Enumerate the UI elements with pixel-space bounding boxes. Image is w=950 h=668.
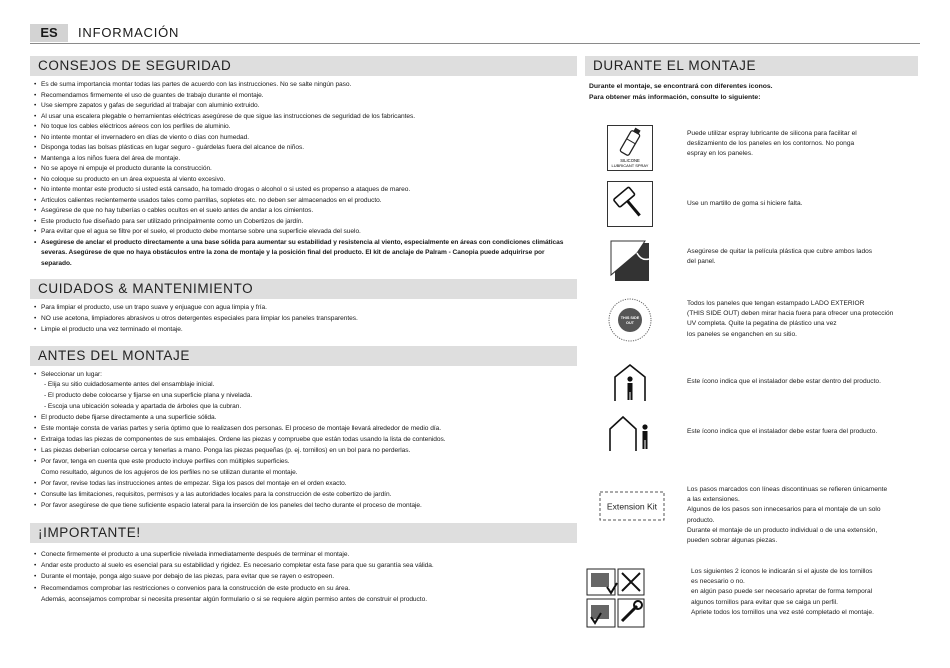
legend-text: Use un martillo de goma si hiciere falta. bbox=[687, 200, 803, 207]
list-continuation: Como resultado, algunos de los agujeros de los perfiles no se utilizan durante el montaje. bbox=[41, 469, 298, 477]
tighten-check-icon bbox=[587, 569, 617, 595]
list-item: • Extraiga todas las piezas de componentes de sus embalajes. Ordene las piezas y compruebe que están todas usando la lista de contenidos. bbox=[34, 436, 446, 444]
list-subitem: - El producto debe colocarse y fijarse en una superficie plana y nivelada. bbox=[44, 392, 253, 400]
section-care bbox=[30, 279, 577, 339]
safety-list bbox=[30, 76, 577, 272]
list-item: • Por favor, revise todas las instrucciones antes de empezar. Siga los pasos del montaje en el orden exacto. bbox=[34, 480, 347, 488]
list-item: • Disponga todas las bolsas plásticas en lugar seguro - guárdelas fuera del alcance de niños. bbox=[34, 144, 305, 151]
spray-icon-label2: LUBRICANT SPRAY bbox=[611, 163, 649, 168]
list-item: • No toque los cables eléctricos aéreos con los perfiles de aluminio. bbox=[34, 123, 231, 130]
list-item: • Limpie el producto una vez terminado el montaje. bbox=[34, 325, 183, 333]
page-header bbox=[30, 22, 920, 44]
list-item-anchor-warning: • Asegúrese de anclar el producto directamente a una base sólida para aumentar su estabilidad y resistencia al viento, especialmente en áreas con condiciones climáticas severas. Asegúrese de que no haya obstáculos entre la zona de montaje y la posición final del producto. El kit de anclaje de Palram - Canopia puede adquirirse por separado. bbox=[34, 238, 564, 267]
screw-icons-group bbox=[585, 565, 647, 629]
list-subitem: - Elija su sitio cuidadosamente antes del ensamblaje inicial. bbox=[44, 381, 215, 389]
intro-line: Para obtener más información, consulte lo siguiente: bbox=[589, 93, 761, 101]
installer-inside-icon bbox=[607, 359, 653, 405]
list-item: • No coloque su producto en un área expuesta al viento excesivo. bbox=[34, 175, 226, 183]
legend-text: Todos los paneles que tengan estampado LADO EXTERIOR (THIS SIDE OUT) deben mirar hacia fuera para ofrecer una protección UV completa. Quite la pegatina de plástico una vez los paneles se enganchen en su sitio. bbox=[687, 300, 894, 338]
list-item: • El producto debe fijarse directamente a una superficie sólida. bbox=[34, 414, 217, 422]
list-item: • Consulte las limitaciones, requisitos, permisos y a las autoridades locales para la construcción de este cobertizo de jardín. bbox=[34, 491, 392, 499]
legend-text: Asegúrese de quitar la película plástica que cubre ambos lados del panel. bbox=[687, 248, 873, 266]
list-item: • Para evitar que el agua se filtre por el suelo, el producto debe montarse sobre una superficie elevada del suelo. bbox=[34, 228, 361, 235]
silicone-spray-icon bbox=[607, 125, 653, 171]
section-title: ANTES DEL MONTAJE bbox=[30, 346, 577, 366]
list-item: • No intente montar este producto si usted está cansado, ha tomado drogas o alcohol o si usted es propenso a ataques de mareo. bbox=[34, 186, 411, 193]
list-item: • Seleccionar un lugar: bbox=[34, 370, 102, 378]
spray-icon-label1: SILICONE bbox=[620, 158, 640, 163]
icon-legend bbox=[585, 103, 918, 623]
legend-text: Este ícono indica que el instalador debe estar fuera del producto. bbox=[687, 428, 878, 435]
left-column bbox=[30, 56, 577, 608]
right-column bbox=[585, 56, 918, 623]
list-item: • Las piezas deberían colocarse cerca y tenerlas a mano. Ponga las piezas pequeñas (p. ej. tornillos) en un bol para no perderlas. bbox=[34, 447, 411, 455]
list-item: • Para limpiar el producto, use un trapo suave y enjuague con agua limpia y fría. bbox=[34, 304, 267, 311]
list-item: • Asegúrese de que no hay tuberías o cables ocultos en el suelo antes de andar a los cimientos. bbox=[34, 207, 314, 214]
list-item: • Este producto fue diseñado para ser utilizado principalmente como un Cobertizos de jardín. bbox=[34, 217, 304, 225]
extension-kit-label: Extension Kit bbox=[606, 501, 658, 512]
no-tighten-icon bbox=[618, 569, 644, 595]
this-side-out-icon bbox=[607, 297, 653, 343]
wrench-icon bbox=[618, 599, 644, 627]
list-item: • Durante el montaje, ponga algo suave por debajo de las piezas, para evitar que se rayen o estropeen. bbox=[34, 573, 335, 581]
list-item: • Recomendamos comprobar las restricciones o convenios para la construcción de este producto en su área. bbox=[34, 584, 351, 592]
list-item: • Por favor asegúrese de que tiene suficiente espacio lateral para la inserción de los paneles del techo durante el proceso de montaje. bbox=[34, 501, 422, 509]
list-item: • Use siempre zapatos y gafas de seguridad al trabajar con aluminio extruido. bbox=[34, 102, 260, 109]
extension-kit-icon bbox=[599, 491, 665, 521]
language-badge: ES bbox=[30, 24, 68, 42]
list-continuation: Además, aconsejamos comprobar si necesita presentar algún formulario o si se requiere algún permiso antes de construir el producto. bbox=[41, 595, 427, 603]
important-list bbox=[30, 543, 577, 608]
list-item: • Artículos calientes recientemente usados tales como parrillas, sopletes etc. no deben ser almacenados en el producto. bbox=[34, 196, 382, 204]
page-title: INFORMACIÓN bbox=[78, 25, 180, 40]
list-item: • Andar este producto al suelo es esencial para su estabilidad y rigidez. Es necesario completar esta fase para que su garantía sea válida. bbox=[34, 562, 434, 570]
legend-text: Los siguientes 2 íconos le indicarán si el ajuste de los tornillos es necesario o no. en algún paso puede ser necesario apretar de forma temporal algunos tornillos para evitar que se caiga un perfil. Apriete todos los tornillos una vez esté completado el montaje. bbox=[691, 568, 874, 616]
list-item: • Mantenga a los niños fuera del área de montaje. bbox=[34, 154, 181, 162]
section-before-assembly bbox=[30, 346, 577, 515]
side-icon-label1: THIS SIDE bbox=[620, 316, 640, 320]
before-list bbox=[30, 366, 577, 515]
section-title: CUIDADOS & MANTENIMIENTO bbox=[30, 279, 577, 299]
section-title: ¡IMPORTANTE! bbox=[30, 523, 577, 543]
list-item: • No intente montar el invernadero en días de viento o días con humedad. bbox=[34, 133, 250, 141]
list-item: • Al usar una escalera plegable o herramientas eléctricas asegúrese de que sigue las instrucciones de seguridad de los fabricantes. bbox=[34, 112, 416, 120]
section-important bbox=[30, 523, 577, 608]
peel-film-icon bbox=[607, 239, 653, 285]
section-safety bbox=[30, 56, 577, 272]
section-title: CONSEJOS DE SEGURIDAD bbox=[30, 56, 577, 76]
list-item: • Por favor, tenga en cuenta que este producto incluye perfiles con múltiples superficies. bbox=[34, 458, 290, 466]
list-item: • Conecte firmemente el producto a una superficie nivelada inmediatamente después de terminar el montaje. bbox=[34, 550, 350, 558]
legend-text: Los pasos marcados con líneas discontinuas se refieren únicamente a las extensiones. Algunos de los pasos son innecesarios para el montaje de un solo producto. Durante el montaje de un producto individual o de una extensión, pueden sobrar algunas piezas. bbox=[687, 486, 888, 545]
list-item: • Este montaje consta de varias partes y sería óptimo que lo realizasen dos personas. El proceso de montaje llevará alrededor de medio día. bbox=[34, 425, 441, 433]
intro-line: Durante el montaje, se encontrará con diferentes iconos. bbox=[589, 83, 773, 90]
installer-outside-icon bbox=[607, 409, 653, 455]
intro-text bbox=[585, 76, 918, 103]
legend-text: Este ícono indica que el instalador debe estar dentro del producto. bbox=[687, 378, 881, 385]
list-item: • NO use acetona, limpiadores abrasivos u otros detergentes especiales para limpiar los paneles transparentes. bbox=[34, 314, 358, 322]
care-list bbox=[30, 299, 577, 339]
rubber-mallet-icon bbox=[607, 181, 653, 227]
wrench-check-icon bbox=[587, 599, 615, 627]
side-icon-label2: OUT bbox=[625, 321, 635, 325]
section-title: DURANTE EL MONTAJE bbox=[585, 56, 918, 76]
list-item: • Recomendamos firmemente el uso de guantes de trabajo durante el montaje. bbox=[34, 91, 264, 99]
list-subitem: - Escoja una ubicación soleada y apartada de árboles que la cubran. bbox=[44, 403, 242, 411]
list-item: • Es de suma importancia montar todas las partes de acuerdo con las instrucciones. No se salte ningún paso. bbox=[34, 81, 352, 88]
list-item: • No se apoye ni empuje el producto durante la construcción. bbox=[34, 165, 212, 172]
legend-text: Puede utilizar espray lubricante de silicona para facilitar el deslizamiento de los paneles en los contornos. No ponga espray en los paneles. bbox=[687, 130, 857, 158]
